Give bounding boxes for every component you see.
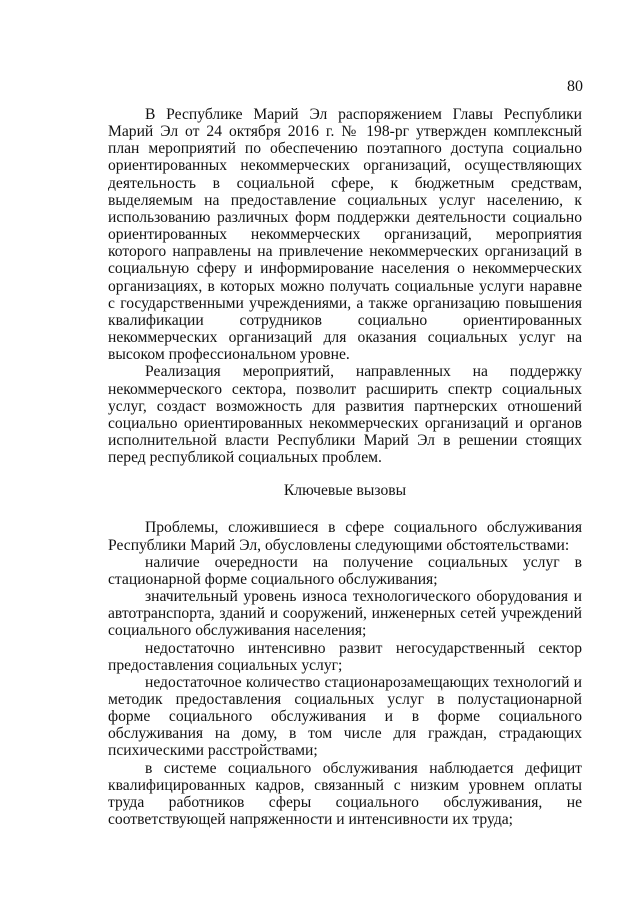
page-number: 80 bbox=[567, 78, 583, 95]
list-item: наличие очередности на получение социальных услуг в стационарной форме социального обслуживания; bbox=[108, 553, 582, 588]
paragraph: В Республике Марий Эл распоряжением Главы Республики Марий Эл от 24 октября 2016 г. № 198-рг утвержден комплексный план мероприятий по обеспечению поэтапного доступа социально ориентированных некоммерческих организаций, осуществляющих деятельность в социальной сфере, к бюджетным средствам, выделяемым на предоставление социальных услуг населению, к использованию различных форм поддержки деятельности социально ориентированных некоммерческих организаций, мероприятия которого направлены на привлечение некоммерческих организаций в социальную сферу и информирование населения о некоммерческих организациях, в которых можно получать социальные услуги наравне с государственными учреждениями, а также организацию повышения квалификации сотрудников социально ориентированных некоммерческих организаций для оказания социальных услуг на высоком профессиональном уровне. bbox=[108, 106, 582, 364]
list-item: в системе социального обслуживания наблюдается дефицит квалифицированных кадров, связанный с низким уровнем оплаты труда работников сферы социального обслуживания, не соответствующей напряженности и интенсивности их труда; bbox=[108, 759, 582, 829]
list-item: недостаточное количество стационарозамещающих технологий и методик предоставления социальных услуг в полустационарной форме социального обслуживания и в форме социального обслуживания на дому, в том числе для граждан, страдающих психическими расстройствами; bbox=[108, 673, 582, 760]
document-body bbox=[108, 106, 582, 828]
paragraph: Проблемы, сложившиеся в сфере социального обслуживания Республики Марий Эл, обусловлены следующими обстоятельствами: bbox=[108, 519, 582, 554]
section-heading: Ключевые вызовы bbox=[283, 482, 407, 500]
list-item: значительный уровень износа технологического оборудования и автотранспорта, зданий и сооружений, инженерных сетей учреждений социального обслуживания населения; bbox=[108, 588, 582, 640]
paragraph: Реализация мероприятий, направленных на поддержку некоммерческого сектора, позволит расширить спектр социальных услуг, создаст возможность для развития партнерских отношений социально ориентированных некоммерческих организаций и органов исполнительной власти Республики Марий Эл в решении стоящих перед республикой социальных проблем. bbox=[108, 363, 582, 467]
list-item: недостаточно интенсивно развит негосударственный сектор предоставления социальных услуг; bbox=[108, 639, 582, 674]
